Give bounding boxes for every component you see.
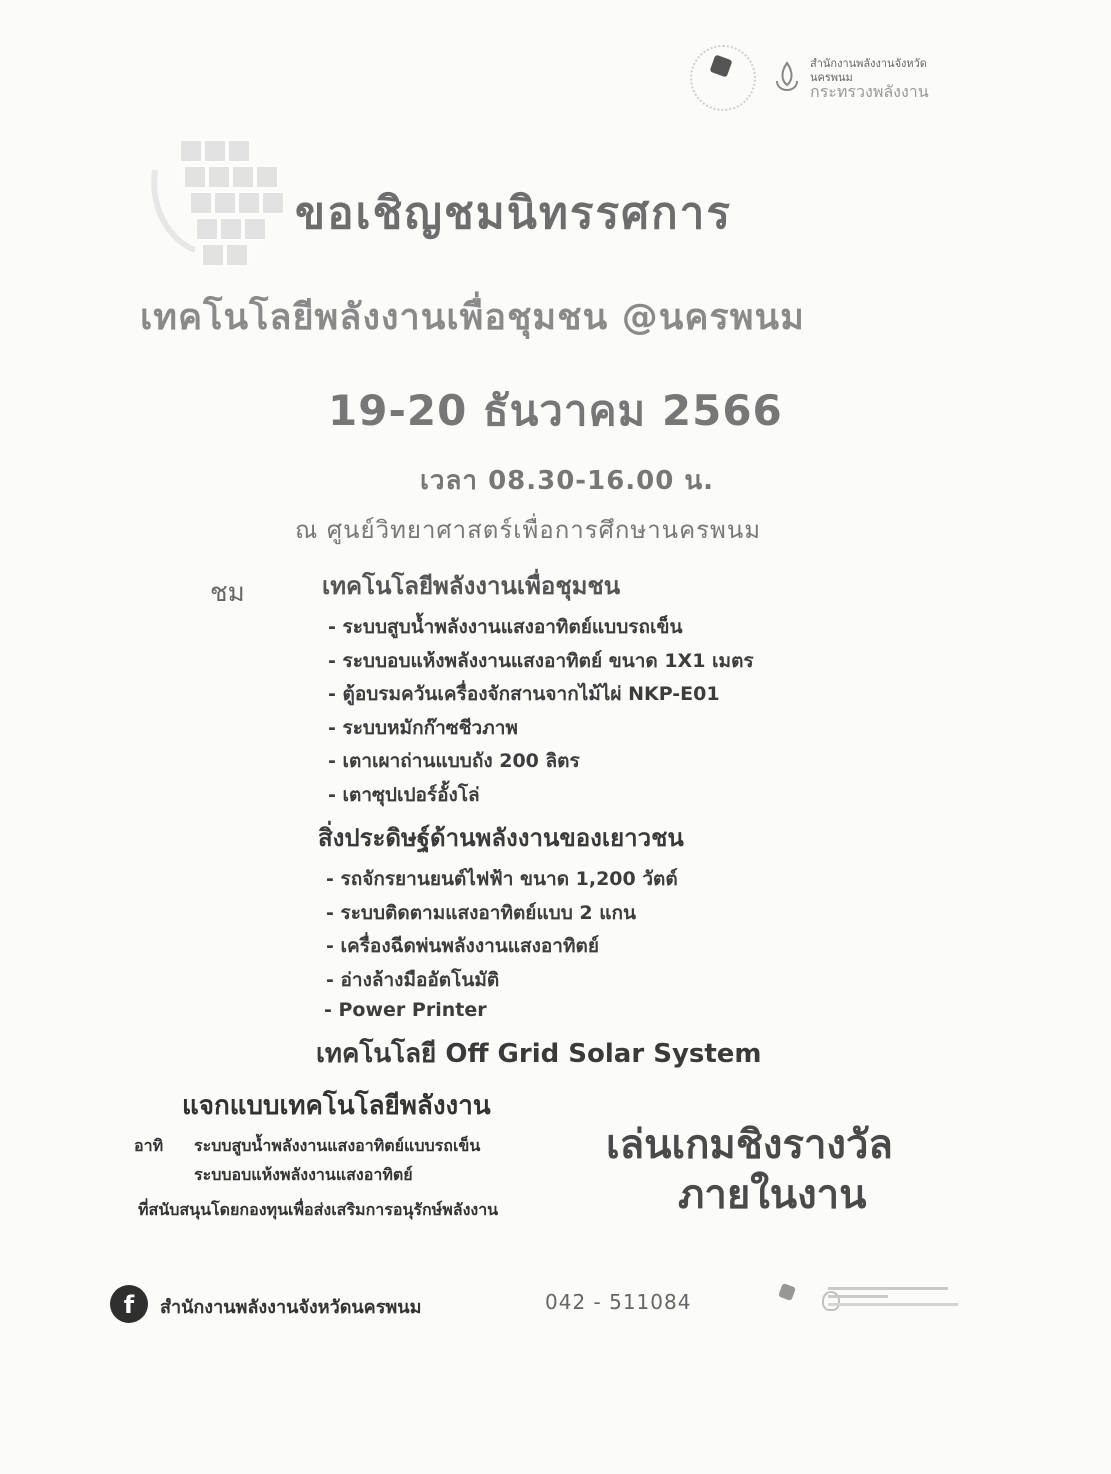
section-youth-inventions-heading: สิ่งประดิษฐ์ด้านพลังงานของเยาวชน [318,824,684,852]
list-item: - เตาซุปเปอร์อั้งโล่ [328,784,480,806]
list-item: - อ่างล้างมืออัตโนมัติ [326,969,500,991]
list-item: - Power Printer [324,999,487,1021]
header-logo [690,45,1010,115]
org-line2: นครพนม [810,71,853,84]
event-date: 19-20 ธันวาคม 2566 [328,386,783,435]
org-line1: สำนักงานพลังงานจังหวัด [810,57,927,70]
section-offgrid-heading: เทคโนโลยี Off Grid Solar System [316,1039,762,1069]
event-venue: ณ ศูนย์วิทยาศาสตร์เพื่อการศึกษานครพนม [295,516,762,544]
view-label: ชม [210,578,245,608]
footer-office-name: สำนักงานพลังงานจังหวัดนครพนม [160,1297,422,1318]
giveaway-item: ระบบอบแห้งพลังงานแสงอาทิตย์ [194,1165,413,1184]
ministry-name: กระทรวงพลังงาน [810,82,929,101]
giveaway-support: ที่สนับสนุนโดยกองทุนเพื่อส่งเสริมการอนุรักษ์พลังงาน [138,1200,499,1219]
org-name [810,57,929,99]
ministry-emblem-icon [772,59,802,99]
list-item: - ระบบอบแห้งพลังงานแสงอาทิตย์ ขนาด 1X1 เมตร [328,650,754,672]
footer-logo [780,1283,980,1315]
game-subline: ภายในงาน [678,1172,867,1218]
list-item: - ระบบสูบน้ำพลังงานแสงอาทิตย์แบบรถเข็น [328,616,683,638]
event-subtitle: เทคโนโลยีพลังงานเพื่อชุมชน @นครพนม [140,297,805,338]
event-time: เวลา 08.30-16.00 น. [420,466,715,496]
giveaway-prefix: อาทิ [134,1136,164,1155]
list-item: - ตู้อบรมควันเครื่องจักสานจากไม้ไผ่ NKP-E01 [328,683,720,705]
office-emblem-icon [690,45,756,111]
game-headline: เล่นเกมชิงรางวัล [606,1122,893,1168]
list-item: - เตาเผาถ่านแบบถัง 200 ลิตร [328,750,580,772]
list-item: - เครื่องฉีดพ่นพลังงานแสงอาทิตย์ [326,935,599,957]
list-item: - รถจักรยานยนต์ไฟฟ้า ขนาด 1,200 วัตต์ [326,868,678,890]
facebook-icon: f [110,1285,148,1323]
giveaway-heading: แจกแบบเทคโนโลยีพลังงาน [182,1091,491,1121]
list-item: - ระบบติดตามแสงอาทิตย์แบบ 2 แกน [326,902,636,924]
footer-phone: 042 - 511084 [545,1290,692,1314]
section-community-tech-heading: เทคโนโลยีพลังงานเพื่อชุมชน [322,572,621,600]
list-item: - ระบบหมักก๊าซชีวภาพ [328,717,518,739]
invite-title: ขอเชิญชมนิทรรศการ [295,188,733,239]
solar-panel-illustration [150,130,300,290]
giveaway-item: ระบบสูบน้ำพลังงานแสงอาทิตย์แบบรถเข็น [194,1136,481,1155]
